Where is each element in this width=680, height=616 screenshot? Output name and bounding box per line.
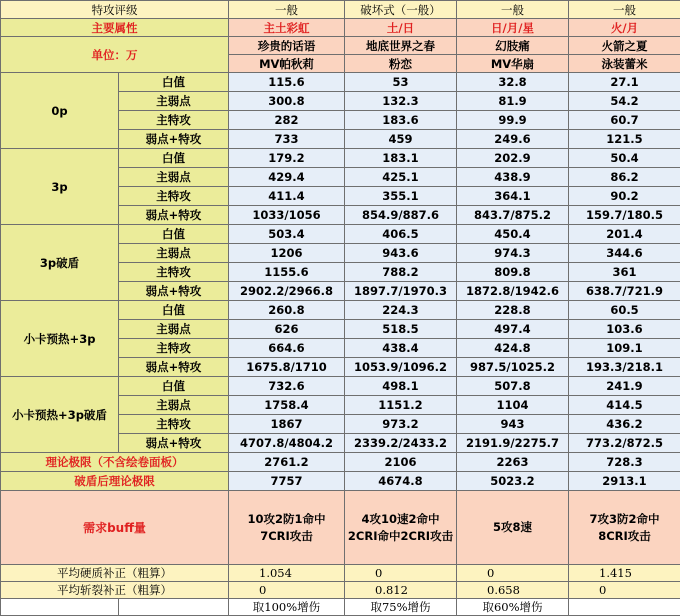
value-cell[interactable]: 4674.8	[345, 472, 457, 491]
table-row	[1, 377, 680, 396]
value-cell[interactable]: 193.3/218.1	[569, 358, 680, 377]
value-cell[interactable]: 5023.2	[457, 472, 569, 491]
buff-cell[interactable]	[345, 491, 457, 565]
buff-cell[interactable]	[229, 491, 345, 565]
buff-line: 7攻3防2命中	[569, 511, 680, 528]
table-row	[1, 149, 680, 168]
value-cell[interactable]: 53	[345, 73, 457, 92]
value-cell[interactable]: 54.2	[569, 92, 680, 111]
group-label[interactable]: 小卡预热+3p破盾	[1, 377, 119, 453]
value-cell[interactable]: 179.2	[229, 149, 345, 168]
value-cell[interactable]: 355.1	[345, 187, 457, 206]
value-cell[interactable]: 260.8	[229, 301, 345, 320]
value-cell[interactable]: 406.5	[345, 225, 457, 244]
value-cell[interactable]: 987.5/1025.2	[457, 358, 569, 377]
value-cell[interactable]: 228.8	[457, 301, 569, 320]
value-cell[interactable]: 507.8	[457, 377, 569, 396]
grade-cell[interactable]: 一般	[457, 1, 569, 19]
note-cell	[569, 599, 680, 616]
card-song[interactable]: MV帕秋莉	[229, 55, 345, 73]
value-cell[interactable]: 344.6	[569, 244, 680, 263]
value-cell[interactable]: 2761.2	[229, 453, 345, 472]
value-cell[interactable]: 2263	[457, 453, 569, 472]
value-cell[interactable]: 1033/1056	[229, 206, 345, 225]
value-cell[interactable]: 364.1	[457, 187, 569, 206]
correction-cell[interactable]: 0	[345, 565, 457, 582]
attribute-label[interactable]: 主要属性	[1, 19, 229, 37]
attribute-cell[interactable]: 土/日	[345, 19, 457, 37]
value-cell[interactable]: 1897.7/1970.3	[345, 282, 457, 301]
card-song[interactable]: MV华扇	[457, 55, 569, 73]
value-cell[interactable]: 459	[345, 130, 457, 149]
value-cell[interactable]: 733	[229, 130, 345, 149]
buff-row	[1, 491, 680, 565]
stat-label[interactable]: 主特攻	[119, 263, 229, 282]
value-cell[interactable]: 503.4	[229, 225, 345, 244]
value-cell[interactable]: 411.4	[229, 187, 345, 206]
value-cell[interactable]: 60.7	[569, 111, 680, 130]
stat-label[interactable]: 主特攻	[119, 187, 229, 206]
correction-row	[1, 582, 680, 599]
stat-label[interactable]: 主弱点	[119, 320, 229, 339]
value-cell[interactable]: 132.3	[345, 92, 457, 111]
value-cell[interactable]: 103.6	[569, 320, 680, 339]
value-cell[interactable]: 626	[229, 320, 345, 339]
value-cell[interactable]: 773.2/872.5	[569, 434, 680, 453]
attribute-cell[interactable]: 火/月	[569, 19, 680, 37]
buff-line: 4攻10速2命中	[345, 511, 456, 528]
value-cell[interactable]: 159.7/180.5	[569, 206, 680, 225]
value-cell[interactable]: 201.4	[569, 225, 680, 244]
buff-label[interactable]: 需求buff量	[1, 491, 229, 565]
stat-label[interactable]: 白值	[119, 225, 229, 244]
value-cell[interactable]: 2339.2/2433.2	[345, 434, 457, 453]
correction-cell[interactable]: 1.054	[229, 565, 345, 582]
value-cell[interactable]: 4707.8/4804.2	[229, 434, 345, 453]
stat-label[interactable]: 主弱点	[119, 244, 229, 263]
value-cell[interactable]: 1206	[229, 244, 345, 263]
value-cell[interactable]: 854.9/887.6	[345, 206, 457, 225]
value-cell[interactable]: 183.1	[345, 149, 457, 168]
value-cell[interactable]: 1151.2	[345, 396, 457, 415]
value-cell[interactable]: 86.2	[569, 168, 680, 187]
value-cell[interactable]: 27.1	[569, 73, 680, 92]
stat-label[interactable]: 主特攻	[119, 339, 229, 358]
correction-cell[interactable]: 0.812	[345, 582, 457, 599]
value-cell[interactable]: 424.8	[457, 339, 569, 358]
value-cell[interactable]: 843.7/875.2	[457, 206, 569, 225]
value-cell[interactable]: 81.9	[457, 92, 569, 111]
grade-row	[1, 1, 680, 19]
value-cell[interactable]: 438.9	[457, 168, 569, 187]
buff-line: 8CRI攻击	[569, 528, 680, 545]
value-cell[interactable]: 788.2	[345, 263, 457, 282]
correction-cell[interactable]: 1.415	[569, 565, 680, 582]
card-song[interactable]: 粉恋	[345, 55, 457, 73]
correction-cell[interactable]: 0	[229, 582, 345, 599]
stat-label[interactable]: 弱点+特攻	[119, 206, 229, 225]
value-cell[interactable]: 2902.2/2966.8	[229, 282, 345, 301]
value-cell[interactable]: 115.6	[229, 73, 345, 92]
value-cell[interactable]: 99.9	[457, 111, 569, 130]
stat-label[interactable]: 弱点+特攻	[119, 358, 229, 377]
value-cell[interactable]: 943	[457, 415, 569, 434]
value-cell[interactable]: 2913.1	[569, 472, 680, 491]
card-name[interactable]: 火箭之夏	[569, 37, 680, 55]
card-name[interactable]: 地底世界之春	[345, 37, 457, 55]
value-cell[interactable]: 282	[229, 111, 345, 130]
value-cell[interactable]: 1053.9/1096.2	[345, 358, 457, 377]
value-cell[interactable]: 518.5	[345, 320, 457, 339]
value-cell[interactable]: 109.1	[569, 339, 680, 358]
stat-label[interactable]: 主弱点	[119, 92, 229, 111]
value-cell[interactable]: 664.6	[229, 339, 345, 358]
card-name[interactable]: 幻肢痛	[457, 37, 569, 55]
stat-label[interactable]: 主弱点	[119, 396, 229, 415]
buff-line: 10攻2防1命中	[229, 511, 344, 528]
note-cell: 取60%增伤	[457, 599, 569, 616]
value-cell[interactable]: 450.4	[457, 225, 569, 244]
value-cell[interactable]: 1104	[457, 396, 569, 415]
value-cell[interactable]: 50.4	[569, 149, 680, 168]
stat-label[interactable]: 主特攻	[119, 111, 229, 130]
notes-spacer	[119, 599, 229, 616]
value-cell[interactable]: 1872.8/1942.6	[457, 282, 569, 301]
buff-cell[interactable]	[569, 491, 680, 565]
attribute-cell[interactable]: 日/月/星	[457, 19, 569, 37]
sheet-body	[1, 1, 680, 616]
value-cell[interactable]: 973.2	[345, 415, 457, 434]
grade-cell[interactable]: 一般	[569, 1, 680, 19]
card-name[interactable]: 珍贵的话语	[229, 37, 345, 55]
grade-label[interactable]: 特攻评级	[1, 1, 229, 19]
group-label[interactable]: 3p	[1, 149, 119, 225]
value-cell[interactable]: 202.9	[457, 149, 569, 168]
stat-label[interactable]: 白值	[119, 377, 229, 396]
value-cell[interactable]: 429.4	[229, 168, 345, 187]
stat-label[interactable]: 弱点+特攻	[119, 130, 229, 149]
unit-label[interactable]: 单位：万	[1, 37, 229, 73]
value-cell[interactable]: 60.5	[569, 301, 680, 320]
stat-label[interactable]: 主弱点	[119, 168, 229, 187]
stat-label[interactable]: 主特攻	[119, 415, 229, 434]
stat-label[interactable]: 白值	[119, 149, 229, 168]
limit-label[interactable]: 破盾后理论极限	[1, 472, 229, 491]
grade-cell[interactable]: 破坏式（一般）	[345, 1, 457, 19]
notes-row	[1, 599, 680, 616]
value-cell[interactable]: 974.3	[457, 244, 569, 263]
group-label[interactable]: 小卡预热+3p	[1, 301, 119, 377]
value-cell[interactable]: 1675.8/1710	[229, 358, 345, 377]
value-cell[interactable]: 414.5	[569, 396, 680, 415]
value-cell[interactable]: 241.9	[569, 377, 680, 396]
buff-line: 7CRI攻击	[229, 528, 344, 545]
correction-row	[1, 565, 680, 582]
value-cell[interactable]: 7757	[229, 472, 345, 491]
value-cell[interactable]: 224.3	[345, 301, 457, 320]
note-cell: 取100%增伤	[229, 599, 345, 616]
grade-cell[interactable]: 一般	[229, 1, 345, 19]
value-cell[interactable]: 1867	[229, 415, 345, 434]
buff-cell[interactable]	[457, 491, 569, 565]
correction-cell[interactable]: 0	[457, 565, 569, 582]
value-cell[interactable]: 638.7/721.9	[569, 282, 680, 301]
correction-cell[interactable]: 0.658	[457, 582, 569, 599]
attribute-row	[1, 19, 680, 37]
attribute-cell[interactable]: 主土彩虹	[229, 19, 345, 37]
group-label[interactable]: 3p破盾	[1, 225, 119, 301]
value-cell[interactable]: 436.2	[569, 415, 680, 434]
table-row	[1, 225, 680, 244]
correction-label[interactable]: 平均硬质补正（粗算）	[1, 565, 229, 582]
note-cell: 取75%增伤	[345, 599, 457, 616]
limit-label[interactable]: 理论极限（不含绘卷面板）	[1, 453, 229, 472]
value-cell[interactable]: 90.2	[569, 187, 680, 206]
correction-cell[interactable]: 0	[569, 582, 680, 599]
value-cell[interactable]: 2191.9/2275.7	[457, 434, 569, 453]
value-cell[interactable]: 809.8	[457, 263, 569, 282]
value-cell[interactable]: 121.5	[569, 130, 680, 149]
card-name-row	[1, 37, 680, 55]
value-cell[interactable]: 183.6	[345, 111, 457, 130]
value-cell[interactable]: 32.8	[457, 73, 569, 92]
stat-label[interactable]: 弱点+特攻	[119, 282, 229, 301]
value-cell[interactable]: 438.4	[345, 339, 457, 358]
value-cell[interactable]: 728.3	[569, 453, 680, 472]
value-cell[interactable]: 300.8	[229, 92, 345, 111]
value-cell[interactable]: 497.4	[457, 320, 569, 339]
value-cell[interactable]: 2106	[345, 453, 457, 472]
stat-label[interactable]: 白值	[119, 73, 229, 92]
correction-label[interactable]: 平均斩裂补正（粗算）	[1, 582, 229, 599]
table-row	[1, 301, 680, 320]
stat-label[interactable]: 白值	[119, 301, 229, 320]
card-song[interactable]: 泳装蕾米	[569, 55, 680, 73]
group-label[interactable]: 0p	[1, 73, 119, 149]
buff-line: 2CRI命中2CRI攻击	[345, 528, 456, 545]
buff-line: 5攻8速	[457, 519, 568, 536]
notes-spacer	[1, 599, 119, 616]
value-cell[interactable]: 1758.4	[229, 396, 345, 415]
value-cell[interactable]: 249.6	[457, 130, 569, 149]
stat-label[interactable]: 弱点+特攻	[119, 434, 229, 453]
value-cell[interactable]: 732.6	[229, 377, 345, 396]
value-cell[interactable]: 425.1	[345, 168, 457, 187]
limit-row	[1, 472, 680, 491]
value-cell[interactable]: 498.1	[345, 377, 457, 396]
table-row	[1, 73, 680, 92]
limit-row	[1, 453, 680, 472]
value-cell[interactable]: 361	[569, 263, 680, 282]
value-cell[interactable]: 943.6	[345, 244, 457, 263]
value-cell[interactable]: 1155.6	[229, 263, 345, 282]
